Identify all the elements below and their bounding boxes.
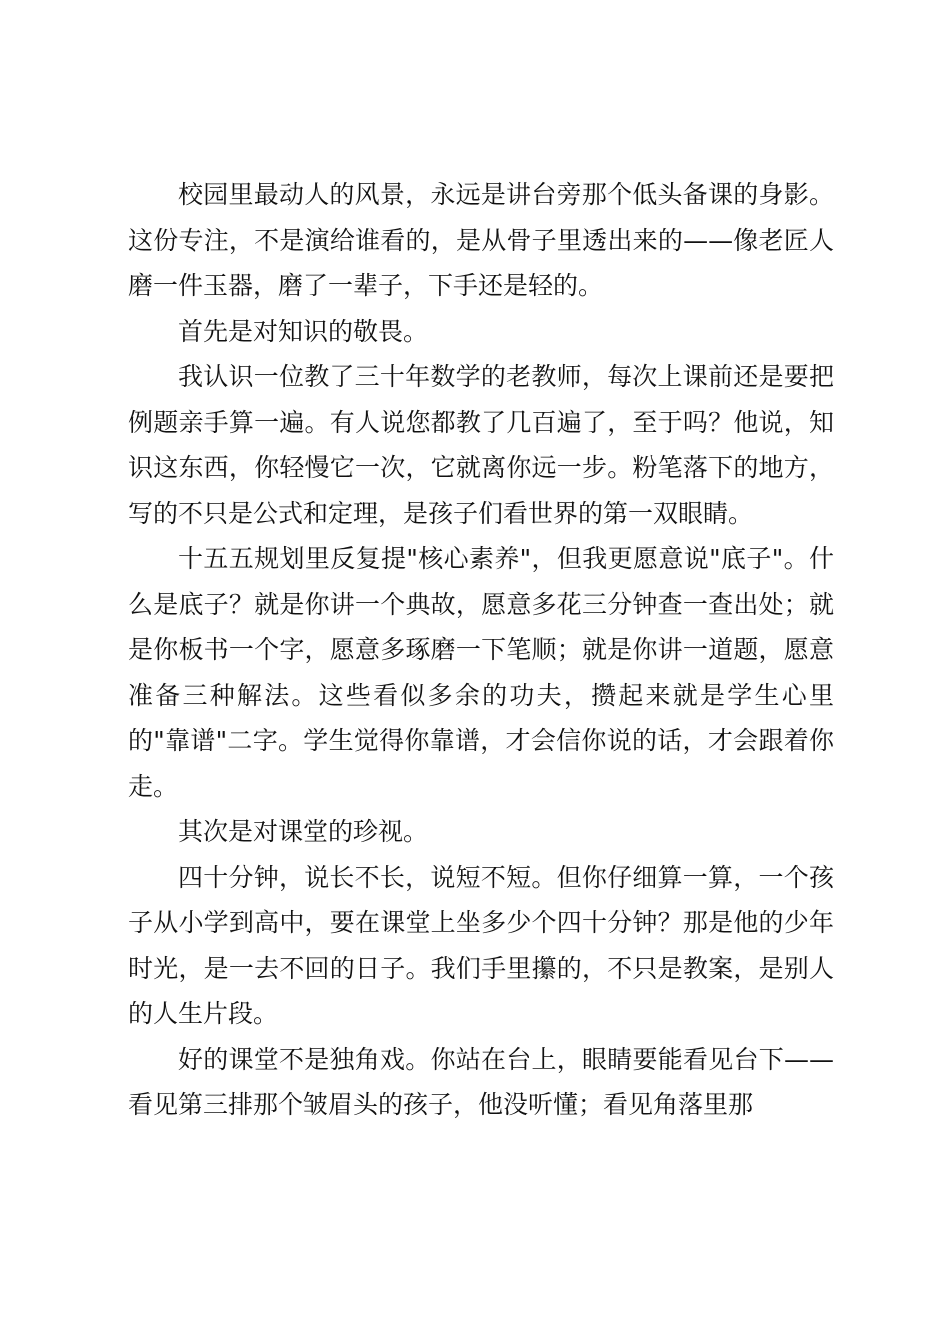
paragraph-foundation: 十五五规划里反复提"核心素养"，但我更愿意说"底子"。什么是底子？就是你讲一个典故，愿意多花三分钟查一查出处；就是你板书一个字，愿意多琢磨一下笔顺；就是你讲一道题，愿意准备三种解法。这些看似多余的功夫，攒起来就是学生心里的"靠谱"二字。学生觉得你靠谱，才会信你说的话，才会跟着你走。 [128,544,834,801]
paragraph-math-teacher: 我认识一位教了三十年数学的老教师，每次上课前还是要把例题亲手算一遍。有人说您都教了几百遍了，至于吗？他说，知识这东西，你轻慢它一次，它就离你远一步。粉笔落下的地方，写的不只是公式和定理，是孩子们看世界的第一双眼睛。 [128,362,834,528]
paragraph-heading-knowledge: 首先是对知识的敬畏。 [178,316,429,346]
document-body [128,172,834,1128]
paragraph-good-classroom: 好的课堂不是独角戏。你站在台上，眼睛要能看见台下——看见第三排那个皱眉头的孩子，他没听懂；看见角落里那 [128,1044,834,1119]
paragraph-heading-classroom: 其次是对课堂的珍视。 [178,817,429,846]
paragraph-forty-minutes: 四十分钟，说长不长，说短不短。但你仔细算一算，一个孩子从小学到高中，要在课堂上坐多少个四十分钟？那是他的少年时光，是一去不回的日子。我们手里攥的，不只是教案，是别人的人生片段。 [128,862,834,1028]
paragraph-intro: 校园里最动人的风景，永远是讲台旁那个低头备课的身影。这份专注，不是演给谁看的，是从骨子里透出来的——像老匠人磨一件玉器，磨了一辈子，下手还是轻的。 [128,180,834,300]
